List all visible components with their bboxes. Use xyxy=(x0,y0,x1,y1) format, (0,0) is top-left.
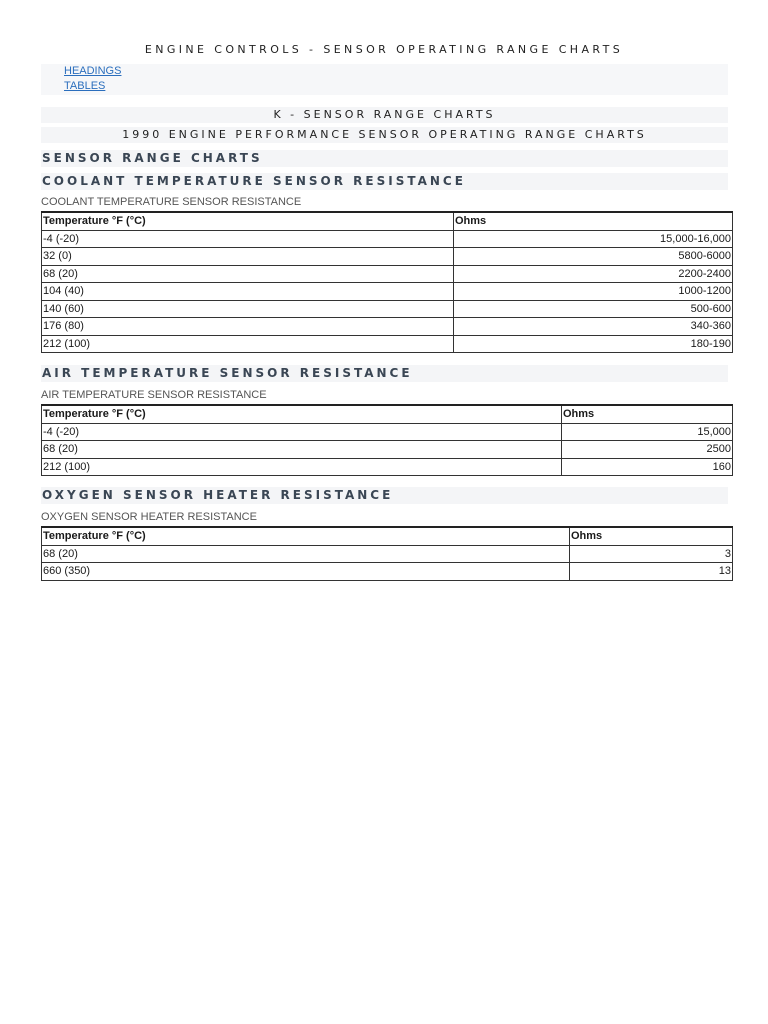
temperature-cell: 140 (60) xyxy=(42,300,454,318)
column-header-temperature: Temperature °F (°C) xyxy=(42,527,570,545)
temperature-cell: 660 (350) xyxy=(42,563,570,581)
temperature-cell: 104 (40) xyxy=(42,283,454,301)
headings-link[interactable]: HEADINGS xyxy=(64,65,122,77)
ohms-cell: 160 xyxy=(562,458,733,476)
table-row xyxy=(42,300,733,318)
section-title: K - SENSOR RANGE CHARTS xyxy=(41,107,728,123)
table-row xyxy=(42,545,733,563)
section-subtitle: 1990 ENGINE PERFORMANCE SENSOR OPERATING RANGE CHARTS xyxy=(41,127,728,143)
ohms-cell: 500-600 xyxy=(454,300,733,318)
air-heading: AIR TEMPERATURE SENSOR RESISTANCE xyxy=(41,365,728,382)
table-row xyxy=(42,335,733,353)
navigation-box xyxy=(41,64,728,95)
temperature-cell: 68 (20) xyxy=(42,265,454,283)
column-header-ohms: Ohms xyxy=(570,527,733,545)
column-header-temperature: Temperature °F (°C) xyxy=(42,405,562,423)
table-row xyxy=(42,230,733,248)
oxygen-heading: OXYGEN SENSOR HEATER RESISTANCE xyxy=(41,487,728,504)
table-row xyxy=(42,318,733,336)
column-header-ohms: Ohms xyxy=(562,405,733,423)
coolant-caption: COOLANT TEMPERATURE SENSOR RESISTANCE xyxy=(41,196,302,208)
ohms-cell: 13 xyxy=(570,563,733,581)
oxygen-table xyxy=(41,526,733,581)
temperature-cell: 176 (80) xyxy=(42,318,454,336)
temperature-cell: 212 (100) xyxy=(42,458,562,476)
temperature-cell: 32 (0) xyxy=(42,248,454,266)
temperature-cell: 68 (20) xyxy=(42,545,570,563)
ohms-cell: 3 xyxy=(570,545,733,563)
page-title: ENGINE CONTROLS - SENSOR OPERATING RANGE CHARTS xyxy=(144,43,624,56)
ohms-cell: 2200-2400 xyxy=(454,265,733,283)
ohms-cell: 1000-1200 xyxy=(454,283,733,301)
ohms-cell: 15,000 xyxy=(562,423,733,441)
temperature-cell: 68 (20) xyxy=(42,441,562,459)
temperature-cell: -4 (-20) xyxy=(42,423,562,441)
coolant-heading: COOLANT TEMPERATURE SENSOR RESISTANCE xyxy=(41,173,728,190)
table-row xyxy=(42,458,733,476)
temperature-cell: -4 (-20) xyxy=(42,230,454,248)
main-heading: SENSOR RANGE CHARTS xyxy=(41,150,728,167)
ohms-cell: 15,000-16,000 xyxy=(454,230,733,248)
temperature-cell: 212 (100) xyxy=(42,335,454,353)
ohms-cell: 180-190 xyxy=(454,335,733,353)
table-row xyxy=(42,248,733,266)
tables-link[interactable]: TABLES xyxy=(64,80,106,92)
oxygen-caption: OXYGEN SENSOR HEATER RESISTANCE xyxy=(41,511,257,523)
table-row xyxy=(42,283,733,301)
coolant-table xyxy=(41,211,733,353)
ohms-cell: 340-360 xyxy=(454,318,733,336)
table-header-row xyxy=(42,405,733,423)
table-row xyxy=(42,265,733,283)
table-header-row xyxy=(42,212,733,230)
table-row xyxy=(42,563,733,581)
table-row xyxy=(42,441,733,459)
ohms-cell: 2500 xyxy=(562,441,733,459)
table-row xyxy=(42,423,733,441)
column-header-ohms: Ohms xyxy=(454,212,733,230)
ohms-cell: 5800-6000 xyxy=(454,248,733,266)
air-caption: AIR TEMPERATURE SENSOR RESISTANCE xyxy=(41,389,267,401)
table-header-row xyxy=(42,527,733,545)
air-table xyxy=(41,404,733,476)
column-header-temperature: Temperature °F (°C) xyxy=(42,212,454,230)
